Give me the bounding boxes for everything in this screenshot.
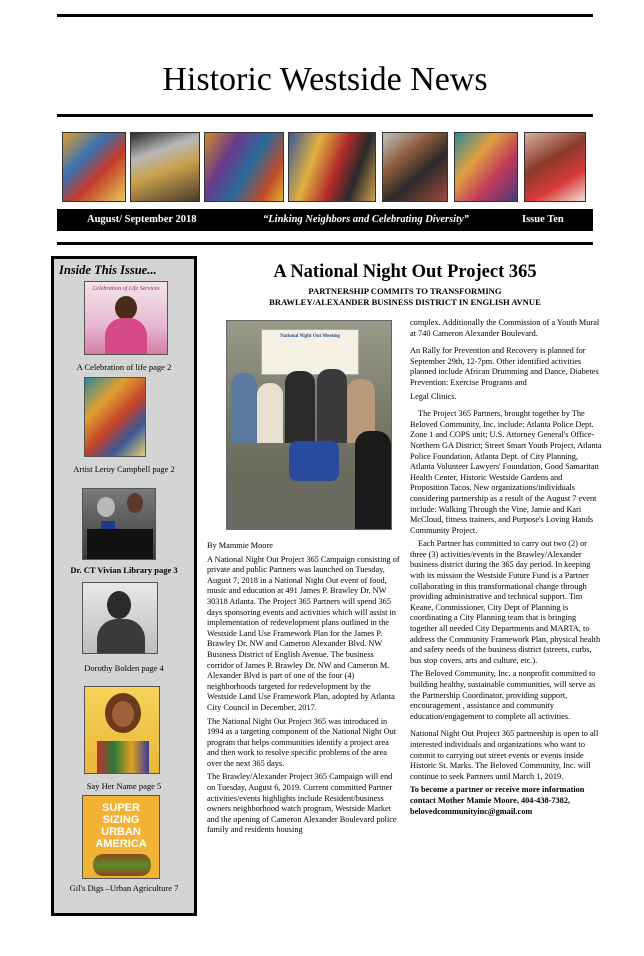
banner-rule [57,242,593,245]
issue-number: Issue Ten [522,214,564,225]
photo-person-2 [257,383,283,443]
woman-top [97,741,149,774]
masthead-title: Historic Westside News [162,61,488,98]
bolden-body [97,619,145,654]
leroy-campbell-art-image [84,377,146,457]
article-col2-paragraph-6: The Beloved Community, Inc. a nonprofit committed to building healthy, sustainable communities, will serve as the Partnership Coordinator, providing support, encouragement , assistance and community education/engagement to complete all activities. [410,669,596,721]
woman-face [112,701,134,727]
super-sizing-urban-america-book [82,795,160,879]
article-col2-paragraph-4: The Project 365 Partners, brought together by The Beloved Community, Inc. include: Atlanta Police Dept. Zone 1 and COPS unit; U.S. Attorney General's Office-Northern GA District; Street Smart Youth Project, Atlanta Police Foundation, Atlanta Dept. of City Planning, Atlanta Volunteer Lawyers' Foundation, Good Samaritan Health Center, Historic Westside Gardens and Proposition Tacos. New organizations/individuals considering partnership as a result of the August 7 event include: Walking Through the Vine, Jamie and Kari McCloud, fitness trainers, and Purpose's Loving Hands Community Project. [410,409,602,535]
woman-portrait [115,296,137,320]
header-art-4 [288,132,376,202]
bolden-head [107,591,131,619]
national-night-out-photo [226,320,392,530]
ct-vivian-photo [82,488,156,560]
say-her-name-photo [84,686,160,774]
dorothy-bolden-photo [82,582,158,654]
header-art-5 [382,132,448,202]
inside-this-issue-sidebar [51,256,197,916]
header-art-strip [62,132,586,202]
article-column-2 [410,318,602,820]
sidebar-caption-celebration: A Celebration of life page 2 [76,362,172,372]
sidebar-caption-ct-vivian: Dr. CT Vivian Library page 3 [70,565,178,575]
sidebar-caption-say-her-name: Say Her Name page 5 [86,781,162,791]
vivian-head [97,497,115,517]
photo-person-right [355,431,391,530]
book-title-urban: URBAN [101,826,141,838]
celebration-of-life-image [84,281,168,355]
article-col2-paragraph-2: An Rally for Prevention and Recovery is planned for September 29th, 12-7pm. Other identified activities planned include African Drumming and Dance, Diabetes Prevention: Exercise Programs and [410,346,599,387]
article-subhead-line-2: BRAWLEY/ALEXANDER BUSINESS DISTRICT IN ENGLISH AVNUE [269,297,541,307]
issue-date: August/ September 2018 [87,214,197,225]
obama-head [127,493,143,513]
sidebar-caption-leroy-campbell: Artist Leroy Campbell page 2 [73,464,175,474]
photo-banner-text: National Night Out Meeting [280,334,340,339]
sidebar-caption-gils-digs: Gil's Digs –Urban Agriculture 7 [69,883,179,893]
article-contact-info: To become a partner or receive more information contact Mother Mamie Moore, 404-438-7382, belovedcommunityinc@gmail.com [410,785,585,816]
masthead-rule [57,114,593,117]
article-column-1 [207,541,401,839]
article-col2-paragraph-3: Legal Clinics. [410,391,457,401]
article-col1-paragraph-2: The National Night Out Project 365 was introduced in 1994 as a targeting component of the National Night Out program that helps communities identify a project area and then work to resolve specific problems of the area over the next 365 days. [207,716,397,768]
header-art-7 [524,132,586,202]
article-col1-paragraph-1: A National Night Out Project 365 Campaign consisting of private and public Partners was launched on Tuesday, August 7, 2018 in a National Night Out event of food, music and education at 491 James P. Brawley Dr. NW 30318 Atlanta. The Project 365 Partners will spend 365 days sponsoring events and activities which will assist in implementation of redevelopment plans outlined in the Westside Land Use Framework Plan for the James P. Brawley Dr. NW and Cameron Alexander Blvd. NW Business District of English Avenue. The business corridor of James P. Brawley Dr. NW and Cameron M. Alexander Blvd is part of one of the four (4) neighborhoods targeted for redevelopment by the Westside Land Use Framework Plan, adopted by Atlanta City Council in December, 2017. [207,554,400,712]
book-title-sizing: SIZING [102,814,140,826]
article-col2-paragraph-1: complex. Additionally the Commission of a Youth Mural at 740 Cameron Alexander Boulevard. [410,318,600,338]
article-byline: By Mammie Moore [207,541,273,550]
article-col2-paragraph-5: Each Partner has committed to carry out two (2) or three (3) activities/events in the Brawley/Alexander business district during the 365 day period. In keeping with its mission the Westside Future Fund is a Partner collaborating in this transformational change through providing administrative and technical support. Tim Keane, Commissioner, City Dept of Planning is coordinating a City Planning team that is bringing together all needed City Departments and MARTA, to address the Community Framework Plan, physical health and safety needs of the business district (streets, curbs, bus stop covers, arts and culture, etc.). [410,539,601,665]
book-burger-art [93,854,151,876]
sidebar-title: Inside This Issue... [59,263,157,277]
article-col1-paragraph-3: The Brawley/Alexander Project 365 Campaign will end on Tuesday, August 6, 2019. Current committed Partner activities/events highlights include Resident/business owners neighborhood watch program, Westside Market and the opening of Cameron Alexander Boulevard police family and residents housing [207,772,397,835]
header-art-2 [130,132,200,202]
article-subhead [205,286,605,308]
photo-banner-sign [261,329,359,375]
suits [87,529,153,560]
photo-person-3 [285,371,315,443]
top-rule [57,14,593,17]
article-subhead-line-1: PARTNERSHIP COMMITS TO TRANSFORMING [308,286,502,296]
header-art-6 [454,132,518,202]
issue-tagline: “Linking Neighbors and Celebrating Diversity” [263,214,469,225]
sidebar-caption-dorothy-bolden: Dorothy Bolden page 4 [84,663,164,673]
issue-banner [57,209,593,231]
header-art-3 [204,132,284,202]
photo-person-1 [231,373,257,443]
header-art-1 [62,132,126,202]
book-title-america: AMERICA [95,838,147,850]
book-title-super: SUPER [102,802,140,814]
celebration-image-text: Celebration of Life Services [92,286,160,292]
article-col2-paragraph-7: National Night Out Project 365 partnership is open to all interested individuals and organizations who want to commit to carrying out street events or events inside Historic St. Marks. The Beloved Community, Inc. will continue to seek Partners until March 1, 2019. [410,729,599,781]
pink-suit [105,318,147,354]
article-headline: A National Night Out Project 365 [273,262,537,282]
photo-wheelchair [289,441,339,481]
photo-person-4 [317,369,347,443]
